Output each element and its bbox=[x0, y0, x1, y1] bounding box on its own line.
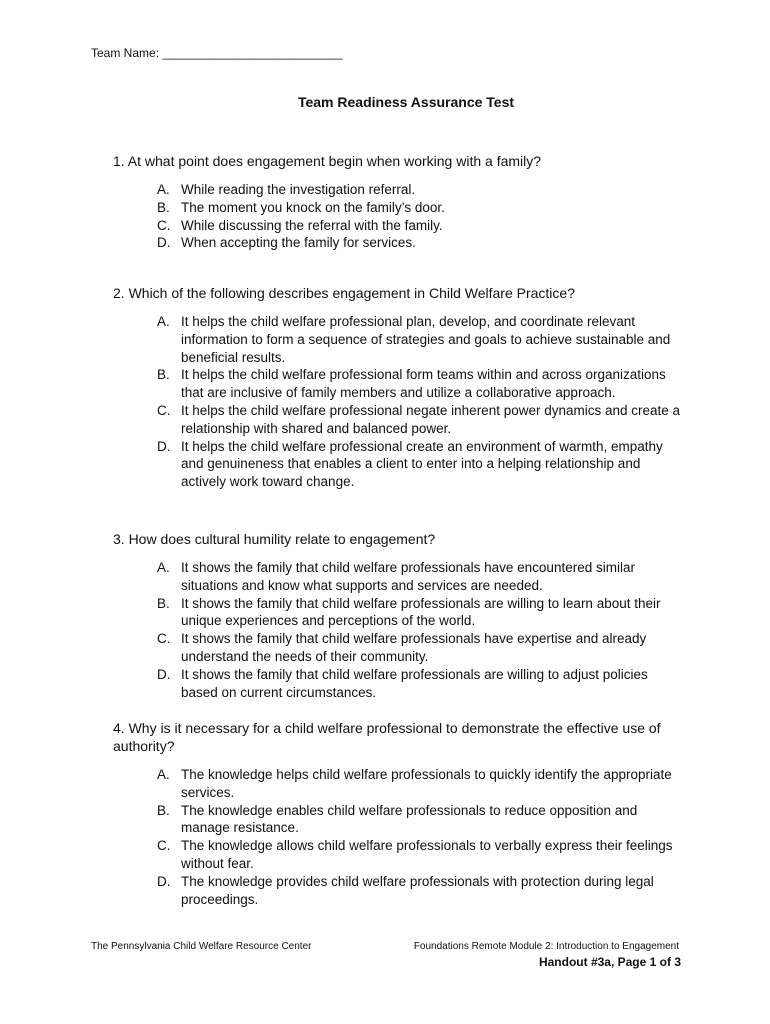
answer-option bbox=[157, 802, 683, 838]
option-letter: D. bbox=[157, 235, 171, 251]
footer-organization: The Pennsylvania Child Welfare Resource Center bbox=[91, 941, 312, 952]
answer-option bbox=[157, 366, 683, 402]
answer-option bbox=[157, 402, 683, 438]
question-3 bbox=[113, 530, 683, 701]
answer-option bbox=[157, 217, 683, 235]
option-text: The knowledge provides child welfare professionals with protection during legal proceedings. bbox=[181, 873, 654, 907]
answer-option bbox=[157, 313, 683, 366]
option-text: It helps the child welfare professional plan, develop, and coordinate relevant information to form a sequence of strategies and goals to achieve sustainable and beneficial results. bbox=[181, 314, 671, 365]
handout-page-number: Handout #3a, Page 1 of 3 bbox=[538, 955, 681, 969]
question-2 bbox=[113, 284, 683, 491]
option-letter: B. bbox=[157, 802, 170, 818]
option-text: It shows the family that child welfare professionals have expertise and already understand the needs of their community. bbox=[181, 631, 647, 664]
option-letter: C. bbox=[157, 631, 171, 647]
page-title: Team Readiness Assurance Test bbox=[297, 94, 515, 110]
question-text: 2. Which of the following describes engagement in Child Welfare Practice? bbox=[113, 285, 575, 301]
option-text: While discussing the referral with the family. bbox=[181, 217, 443, 233]
option-text: It shows the family that child welfare professionals have encountered similar situations and know what supports and services are needed. bbox=[181, 560, 635, 593]
question-text: 1. At what point does engagement begin when working with a family? bbox=[113, 153, 542, 169]
option-letter: D. bbox=[157, 666, 171, 682]
option-text: It helps the child welfare professional create an environment of warmth, empathy and genuineness that enables a client to enter into a helping relationship and actively work toward change. bbox=[181, 438, 663, 490]
answer-option bbox=[157, 438, 683, 491]
question-4 bbox=[113, 719, 683, 908]
option-letter: B. bbox=[157, 367, 170, 383]
option-letter: A. bbox=[157, 314, 170, 329]
option-text: The knowledge helps child welfare professionals to quickly identify the appropriate services. bbox=[181, 767, 672, 800]
answer-option bbox=[157, 199, 683, 217]
team-name-field: Team Name: ___________________________ bbox=[91, 46, 343, 60]
answer-option bbox=[157, 666, 683, 702]
answer-option bbox=[157, 873, 683, 909]
answer-option bbox=[157, 234, 683, 252]
question-1 bbox=[113, 152, 683, 252]
option-text: The moment you knock on the family’s door. bbox=[181, 199, 445, 215]
option-letter: C. bbox=[157, 838, 171, 854]
answer-option bbox=[157, 837, 683, 873]
option-text: It helps the child welfare professional form teams within and across organizations that are inclusive of family members and utilize a collaborative approach. bbox=[181, 367, 666, 401]
option-letter: B. bbox=[157, 199, 170, 215]
option-letter: C. bbox=[157, 402, 171, 418]
answer-option bbox=[157, 595, 683, 631]
answer-options bbox=[113, 181, 683, 252]
option-text: The knowledge allows child welfare professionals to verbally express their feelings without fear. bbox=[181, 838, 673, 871]
option-letter: D. bbox=[157, 438, 171, 454]
option-letter: A. bbox=[157, 767, 170, 782]
answer-options bbox=[113, 559, 683, 701]
option-letter: D. bbox=[157, 873, 171, 889]
option-text: It shows the family that child welfare professionals are willing to learn about their unique experiences and perceptions of the world. bbox=[181, 595, 661, 629]
answer-option bbox=[157, 630, 683, 666]
answer-option bbox=[157, 559, 683, 595]
option-text: It shows the family that child welfare professionals are willing to adjust policies based on current circumstances. bbox=[181, 666, 648, 700]
answer-options bbox=[113, 313, 683, 491]
option-letter: B. bbox=[157, 595, 170, 611]
option-text: The knowledge enables child welfare professionals to reduce opposition and manage resistance. bbox=[181, 802, 638, 836]
option-letter: A. bbox=[157, 182, 170, 197]
option-letter: A. bbox=[157, 560, 170, 575]
answer-options bbox=[113, 766, 683, 908]
option-letter: C. bbox=[157, 217, 171, 233]
option-text: It helps the child welfare professional negate inherent power dynamics and create a relationship with shared and balanced power. bbox=[181, 402, 681, 436]
question-text: 4. Why is it necessary for a child welfare professional to demonstrate the effective use of authority? bbox=[113, 720, 661, 754]
question-text: 3. How does cultural humility relate to engagement? bbox=[113, 531, 436, 547]
option-text: When accepting the family for services. bbox=[181, 235, 416, 251]
answer-option bbox=[157, 766, 683, 802]
answer-option bbox=[157, 181, 683, 199]
option-text: While reading the investigation referral. bbox=[181, 182, 416, 197]
footer-module-title: Foundations Remote Module 2: Introduction to Engagement bbox=[413, 941, 679, 952]
